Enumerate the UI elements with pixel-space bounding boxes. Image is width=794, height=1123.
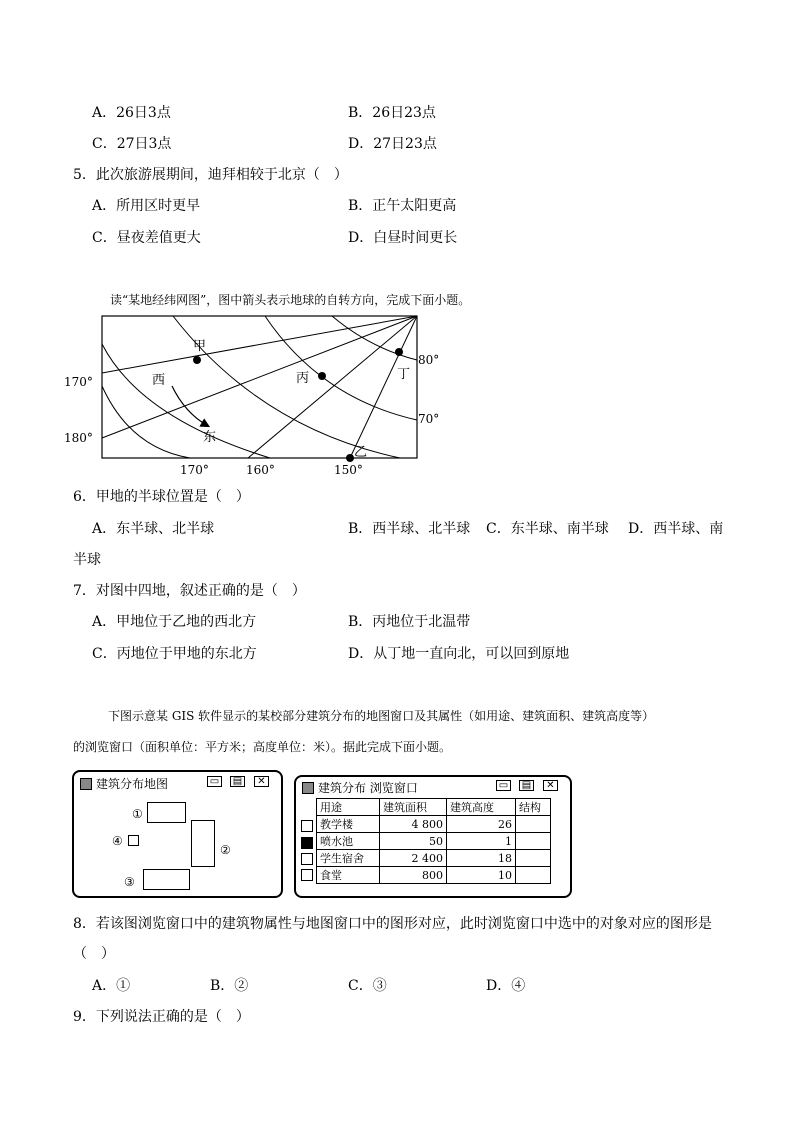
- point-bing: [318, 372, 326, 380]
- q4-option-c: C．27日3点: [92, 136, 172, 152]
- point-label-yi: 乙: [354, 445, 368, 460]
- building-shape-1[interactable]: [147, 802, 186, 823]
- header-height: 建筑高度: [447, 799, 516, 816]
- row-checkbox-2[interactable]: [301, 837, 313, 849]
- cell-area: 2 400: [380, 850, 447, 867]
- latitude-arc-inner: [265, 316, 417, 420]
- passage-gis-line1: 下图示意某 GIS 软件显示的某校部分建筑分布的地图窗口及其属性（如用途、建筑面积、建筑高度等）: [108, 709, 655, 723]
- cell-area: 800: [380, 867, 447, 884]
- meridian-150: [350, 316, 417, 458]
- shape-label-2: ②: [220, 843, 231, 857]
- map-frame: [102, 316, 417, 458]
- q7-option-c: C．丙地位于甲地的东北方: [92, 646, 257, 662]
- cell-height: 1: [447, 833, 516, 850]
- bottom-label-150: 150°: [334, 463, 363, 477]
- table-row[interactable]: [317, 850, 551, 867]
- close-button[interactable]: ✕: [254, 776, 269, 787]
- cell-use: 喷水池: [317, 833, 380, 850]
- minimize-button[interactable]: ▭: [207, 776, 222, 787]
- meridian-180: [102, 316, 417, 438]
- cell-structure: [516, 867, 551, 884]
- header-area: 建筑面积: [380, 799, 447, 816]
- cell-structure: [516, 833, 551, 850]
- q6-option-c: C．东半球、南半球: [486, 521, 609, 537]
- q5-option-d: D．白昼时间更长: [348, 230, 458, 246]
- row-checkbox-3[interactable]: [301, 853, 313, 865]
- point-ding: [395, 348, 403, 356]
- minimize-button[interactable]: ▭: [496, 780, 511, 791]
- q6-stem: 6．甲地的半球位置是（ ）: [73, 489, 250, 505]
- close-button[interactable]: ✕: [543, 780, 558, 791]
- q6-option-b: B．西半球、北半球: [348, 521, 471, 537]
- q8-stem: 8．若该图浏览窗口中的建筑物属性与地图窗口中的图形对应，此时浏览窗口中选中的对象对应的图形是: [73, 916, 712, 932]
- shape-label-4: ④: [112, 834, 123, 848]
- cell-use: 教学楼: [317, 816, 380, 833]
- direction-east: 东: [203, 430, 217, 445]
- building-shape-2[interactable]: [191, 820, 215, 867]
- bottom-label-160: 160°: [246, 463, 275, 477]
- q8-option-d: D．④: [486, 978, 526, 994]
- q6-option-d-continued: 半球: [73, 552, 101, 568]
- point-label-jia: 甲: [193, 339, 207, 354]
- left-label-180: 180°: [64, 431, 93, 445]
- gis-map-window: [72, 770, 283, 898]
- gis-browse-window: [294, 775, 572, 898]
- direction-west: 西: [152, 373, 166, 388]
- q9-stem: 9．下列说法正确的是（ ）: [73, 1009, 250, 1025]
- cell-structure: [516, 850, 551, 867]
- q6-option-d: D．西半球、南: [628, 521, 724, 537]
- cell-height: 26: [447, 816, 516, 833]
- shape-label-3: ③: [124, 875, 135, 889]
- q7-option-a: A．甲地位于乙地的西北方: [92, 614, 257, 630]
- table-row[interactable]: [317, 867, 551, 884]
- gis-map-window-title: 建筑分布地图: [96, 777, 169, 791]
- window-app-icon: [80, 778, 92, 790]
- cell-use: 学生宿舍: [317, 850, 380, 867]
- building-shape-4[interactable]: [128, 835, 139, 846]
- q4-option-d: D．27日23点: [348, 136, 437, 152]
- bottom-label-170: 170°: [180, 463, 209, 477]
- row-checkbox-4[interactable]: [301, 869, 313, 881]
- attribute-table: [316, 798, 551, 884]
- q8-option-a: A．①: [92, 978, 131, 994]
- window-app-icon: [302, 782, 314, 794]
- q7-option-b: B．丙地位于北温带: [348, 614, 471, 630]
- q8-option-c: C．③: [348, 978, 387, 994]
- q8-stem-parens: （ ）: [73, 946, 115, 962]
- left-label-170: 170°: [64, 375, 93, 389]
- q5-option-c: C．昼夜差值更大: [92, 230, 201, 246]
- right-label-70: 70°: [418, 412, 440, 426]
- maximize-button[interactable]: ▤: [230, 776, 245, 787]
- point-yi: [346, 454, 354, 462]
- table-row[interactable]: [317, 833, 551, 850]
- graticule-map: [60, 308, 460, 483]
- gis-browse-window-title: 建筑分布 浏览窗口: [318, 781, 418, 795]
- passage-gis-line2: 的浏览窗口（面积单位：平方米；高度单位：米）。据此完成下面小题。: [73, 740, 452, 754]
- cell-height: 18: [447, 850, 516, 867]
- point-label-bing: 丙: [296, 371, 310, 386]
- latitude-arc-top: [332, 316, 417, 360]
- maximize-button[interactable]: ▤: [519, 780, 534, 791]
- point-jia: [193, 356, 201, 364]
- cell-structure: [516, 816, 551, 833]
- point-label-ding: 丁: [397, 367, 411, 382]
- q4-option-b: B．26日23点: [348, 105, 436, 121]
- q5-option-a: A．所用区时更早: [92, 198, 201, 214]
- header-use: 用途: [317, 799, 380, 816]
- q6-option-a: A．东半球、北半球: [92, 521, 215, 537]
- q5-stem: 5．此次旅游展期间，迪拜相较于北京（ ）: [73, 167, 348, 183]
- header-structure: 结构: [516, 799, 551, 816]
- q7-stem: 7．对图中四地，叙述正确的是（ ）: [73, 583, 306, 599]
- shape-label-1: ①: [132, 807, 143, 821]
- cell-area: 4 800: [380, 816, 447, 833]
- meridian-160: [248, 316, 417, 458]
- rotation-arrow: [172, 386, 208, 426]
- meridian-170: [102, 316, 417, 373]
- cell-area: 50: [380, 833, 447, 850]
- building-shape-3[interactable]: [143, 869, 190, 890]
- cell-use: 食堂: [317, 867, 380, 884]
- right-label-80: 80°: [418, 353, 440, 367]
- q8-option-b: B．②: [210, 978, 249, 994]
- table-row[interactable]: [317, 816, 551, 833]
- q5-option-b: B．正午太阳更高: [348, 198, 457, 214]
- q7-option-d: D．从丁地一直向北，可以回到原地: [348, 646, 570, 662]
- q4-option-a: A．26日3点: [92, 105, 171, 121]
- latitude-70-arc: [102, 344, 270, 458]
- passage-graticule-intro: 读“某地经纬网图”，图中箭头表示地球的自转方向，完成下面小题。: [110, 293, 471, 307]
- cell-height: 10: [447, 867, 516, 884]
- row-checkbox-1[interactable]: [301, 820, 313, 832]
